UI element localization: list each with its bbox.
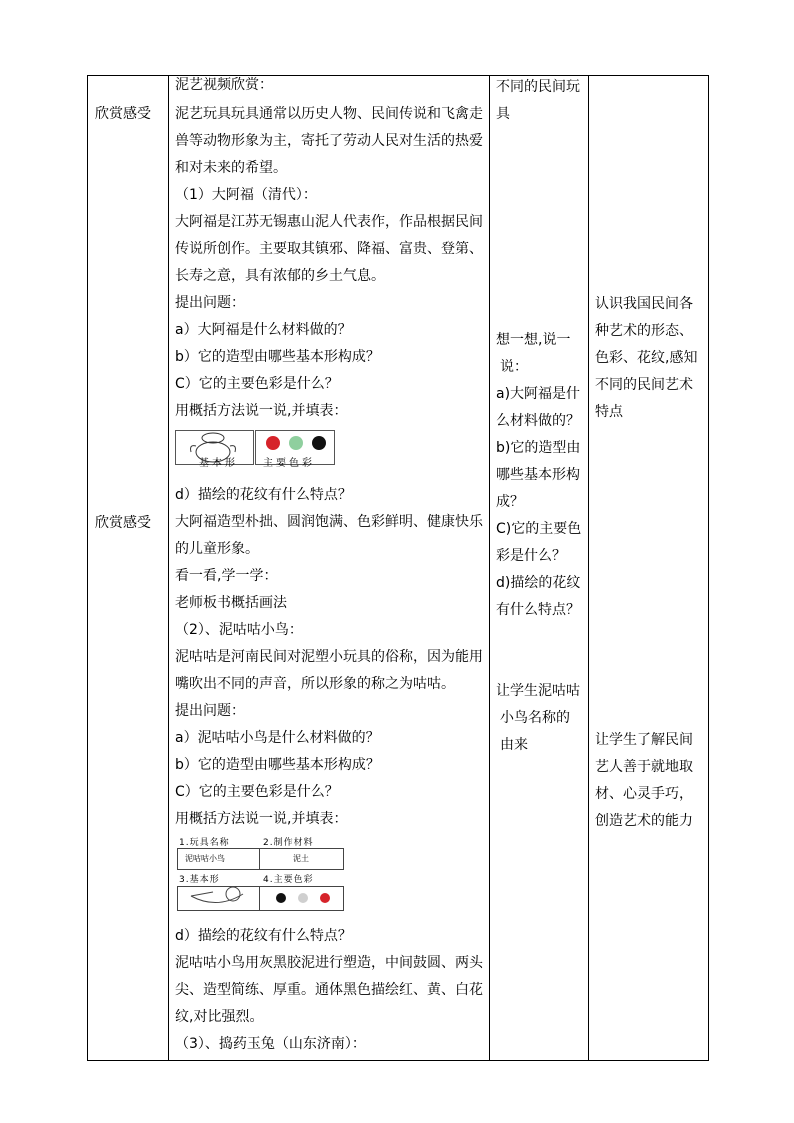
column-teaching-content bbox=[169, 76, 490, 1061]
column-design-intent bbox=[589, 76, 709, 1061]
fig1-label-shape: 基本形 bbox=[199, 458, 238, 469]
lesson-plan-table bbox=[87, 75, 709, 1061]
intent-line: 创造艺术的能力 bbox=[595, 813, 693, 829]
content-line: 泥咕咕是河南民间对泥塑小玩具的俗称，因为能用 bbox=[175, 649, 483, 665]
intent-line: 让学生了解民间 bbox=[595, 732, 693, 748]
content-line: 泥艺玩具玩具通常以历史人物、民间传说和飞禽走 bbox=[175, 106, 483, 122]
content-line: C）它的主要色彩是什么？ bbox=[175, 784, 339, 800]
activity-line: 具 bbox=[496, 106, 510, 122]
activity-line: 哪些基本形构 bbox=[496, 467, 580, 483]
content-line: 泥艺视频欣赏： bbox=[175, 77, 273, 93]
content-line: 看一看,学一学： bbox=[175, 568, 278, 584]
content-line: 泥咕咕小鸟用灰黑胶泥进行塑造，中间鼓圆、两头 bbox=[175, 955, 483, 971]
content-line: 大阿福造型朴拙、圆润饱满、色彩鲜明、健康快乐 bbox=[175, 514, 483, 530]
intent-line: 种艺术的形态、 bbox=[595, 323, 693, 339]
fig2-header-shape: 3.基本形 bbox=[179, 875, 220, 885]
content-line: C）它的主要色彩是什么？ bbox=[175, 376, 339, 392]
activity-line: a)大阿福是什 bbox=[496, 386, 581, 402]
content-line: （1）大阿福（清代）： bbox=[175, 187, 317, 203]
content-line: 的儿童形象。 bbox=[175, 541, 259, 557]
intent-line: 色彩、花纹,感知 bbox=[595, 350, 698, 366]
content-line: 尖、造型简练、厚重。通体黑色描绘红、黄、白花 bbox=[175, 982, 483, 998]
content-line: 提出问题： bbox=[175, 703, 245, 719]
content-line: （2）、泥咕咕小鸟： bbox=[175, 622, 303, 638]
content-line: a）泥咕咕小鸟是什么材料做的？ bbox=[175, 730, 380, 746]
content-line: 用概括方法说一说,并填表： bbox=[175, 811, 348, 827]
content-line: 和对未来的希望。 bbox=[175, 160, 287, 176]
activity-line: d)描绘的花纹 bbox=[496, 575, 581, 591]
content-line: d）描绘的花纹有什么特点？ bbox=[175, 928, 352, 944]
main-color-swatch bbox=[266, 436, 280, 450]
activity-line: 不同的民间玩 bbox=[496, 79, 580, 95]
activity-line: b)它的造型由 bbox=[496, 440, 581, 456]
fig2-header-name: 1.玩具名称 bbox=[179, 838, 230, 848]
content-line: 用概括方法说一说,并填表： bbox=[175, 403, 348, 419]
content-line: 嘴吹出不同的声音，所以形象的称之为咕咕。 bbox=[175, 676, 455, 692]
intent-line: 材、心灵手巧， bbox=[595, 786, 693, 802]
content-line: b）它的造型由哪些基本形构成？ bbox=[175, 349, 380, 365]
column-section bbox=[88, 76, 169, 1061]
activity-line: 成？ bbox=[496, 494, 524, 510]
figure-niguugu-summary bbox=[177, 838, 347, 914]
activity-line: 么材料做的？ bbox=[496, 413, 580, 429]
activity-line: 想一想,说一 bbox=[496, 332, 571, 348]
content-line: 纹,对比强烈。 bbox=[175, 1009, 264, 1025]
main-color-swatch bbox=[289, 436, 303, 450]
content-line: d）描绘的花纹有什么特点？ bbox=[175, 487, 352, 503]
fig2-value-name: 泥咕咕小鸟 bbox=[185, 854, 225, 863]
content-line: 大阿福是江苏无锡惠山泥人代表作，作品根据民间 bbox=[175, 214, 483, 230]
intent-line: 不同的民间艺术 bbox=[595, 377, 693, 393]
content-line: （3）、捣药玉兔（山东济南）： bbox=[175, 1036, 366, 1052]
activity-line: C)它的主要色 bbox=[496, 521, 582, 537]
activity-line: 彩是什么？ bbox=[496, 548, 566, 564]
activity-line: 有什么特点？ bbox=[496, 602, 580, 618]
intent-line: 艺人善于就地取 bbox=[595, 759, 693, 775]
figure-dafu-summary bbox=[175, 430, 337, 470]
content-line: 兽等动物形象为主，寄托了劳动人民对生活的热爱 bbox=[175, 133, 483, 149]
main-color-swatch bbox=[312, 436, 326, 450]
main-color-swatch bbox=[276, 893, 286, 903]
section-label-mid: 欣赏感受 bbox=[95, 515, 151, 531]
bird-shape-sketch bbox=[191, 887, 243, 903]
activity-line: 让学生泥咕咕 bbox=[496, 683, 580, 699]
content-line: 老师板书概括画法 bbox=[175, 595, 287, 611]
main-color-swatch bbox=[298, 893, 308, 903]
intent-line: 认识我国民间各 bbox=[595, 296, 693, 312]
section-label-top: 欣赏感受 bbox=[95, 106, 151, 122]
activity-line: 小鸟名称的 bbox=[500, 710, 570, 726]
fig1-label-color: 主要色彩 bbox=[263, 458, 315, 469]
content-line: a）大阿福是什么材料做的？ bbox=[175, 322, 352, 338]
content-line: b）它的造型由哪些基本形构成？ bbox=[175, 757, 380, 773]
content-line: 传说所创作。主要取其镇邪、降福、富贵、登第、 bbox=[175, 241, 483, 257]
fig2-value-material: 泥土 bbox=[293, 854, 309, 863]
fig2-header-color: 4.主要色彩 bbox=[263, 875, 314, 885]
content-line: 提出问题： bbox=[175, 295, 245, 311]
fig2-header-material: 2.制作材料 bbox=[263, 838, 314, 848]
activity-line: 由来 bbox=[500, 737, 528, 753]
column-student-activity bbox=[490, 76, 589, 1061]
content-line: 长寿之意，具有浓郁的乡土气息。 bbox=[175, 268, 385, 284]
main-color-swatch bbox=[320, 893, 330, 903]
intent-line: 特点 bbox=[595, 404, 623, 420]
activity-line: 说： bbox=[500, 359, 528, 375]
